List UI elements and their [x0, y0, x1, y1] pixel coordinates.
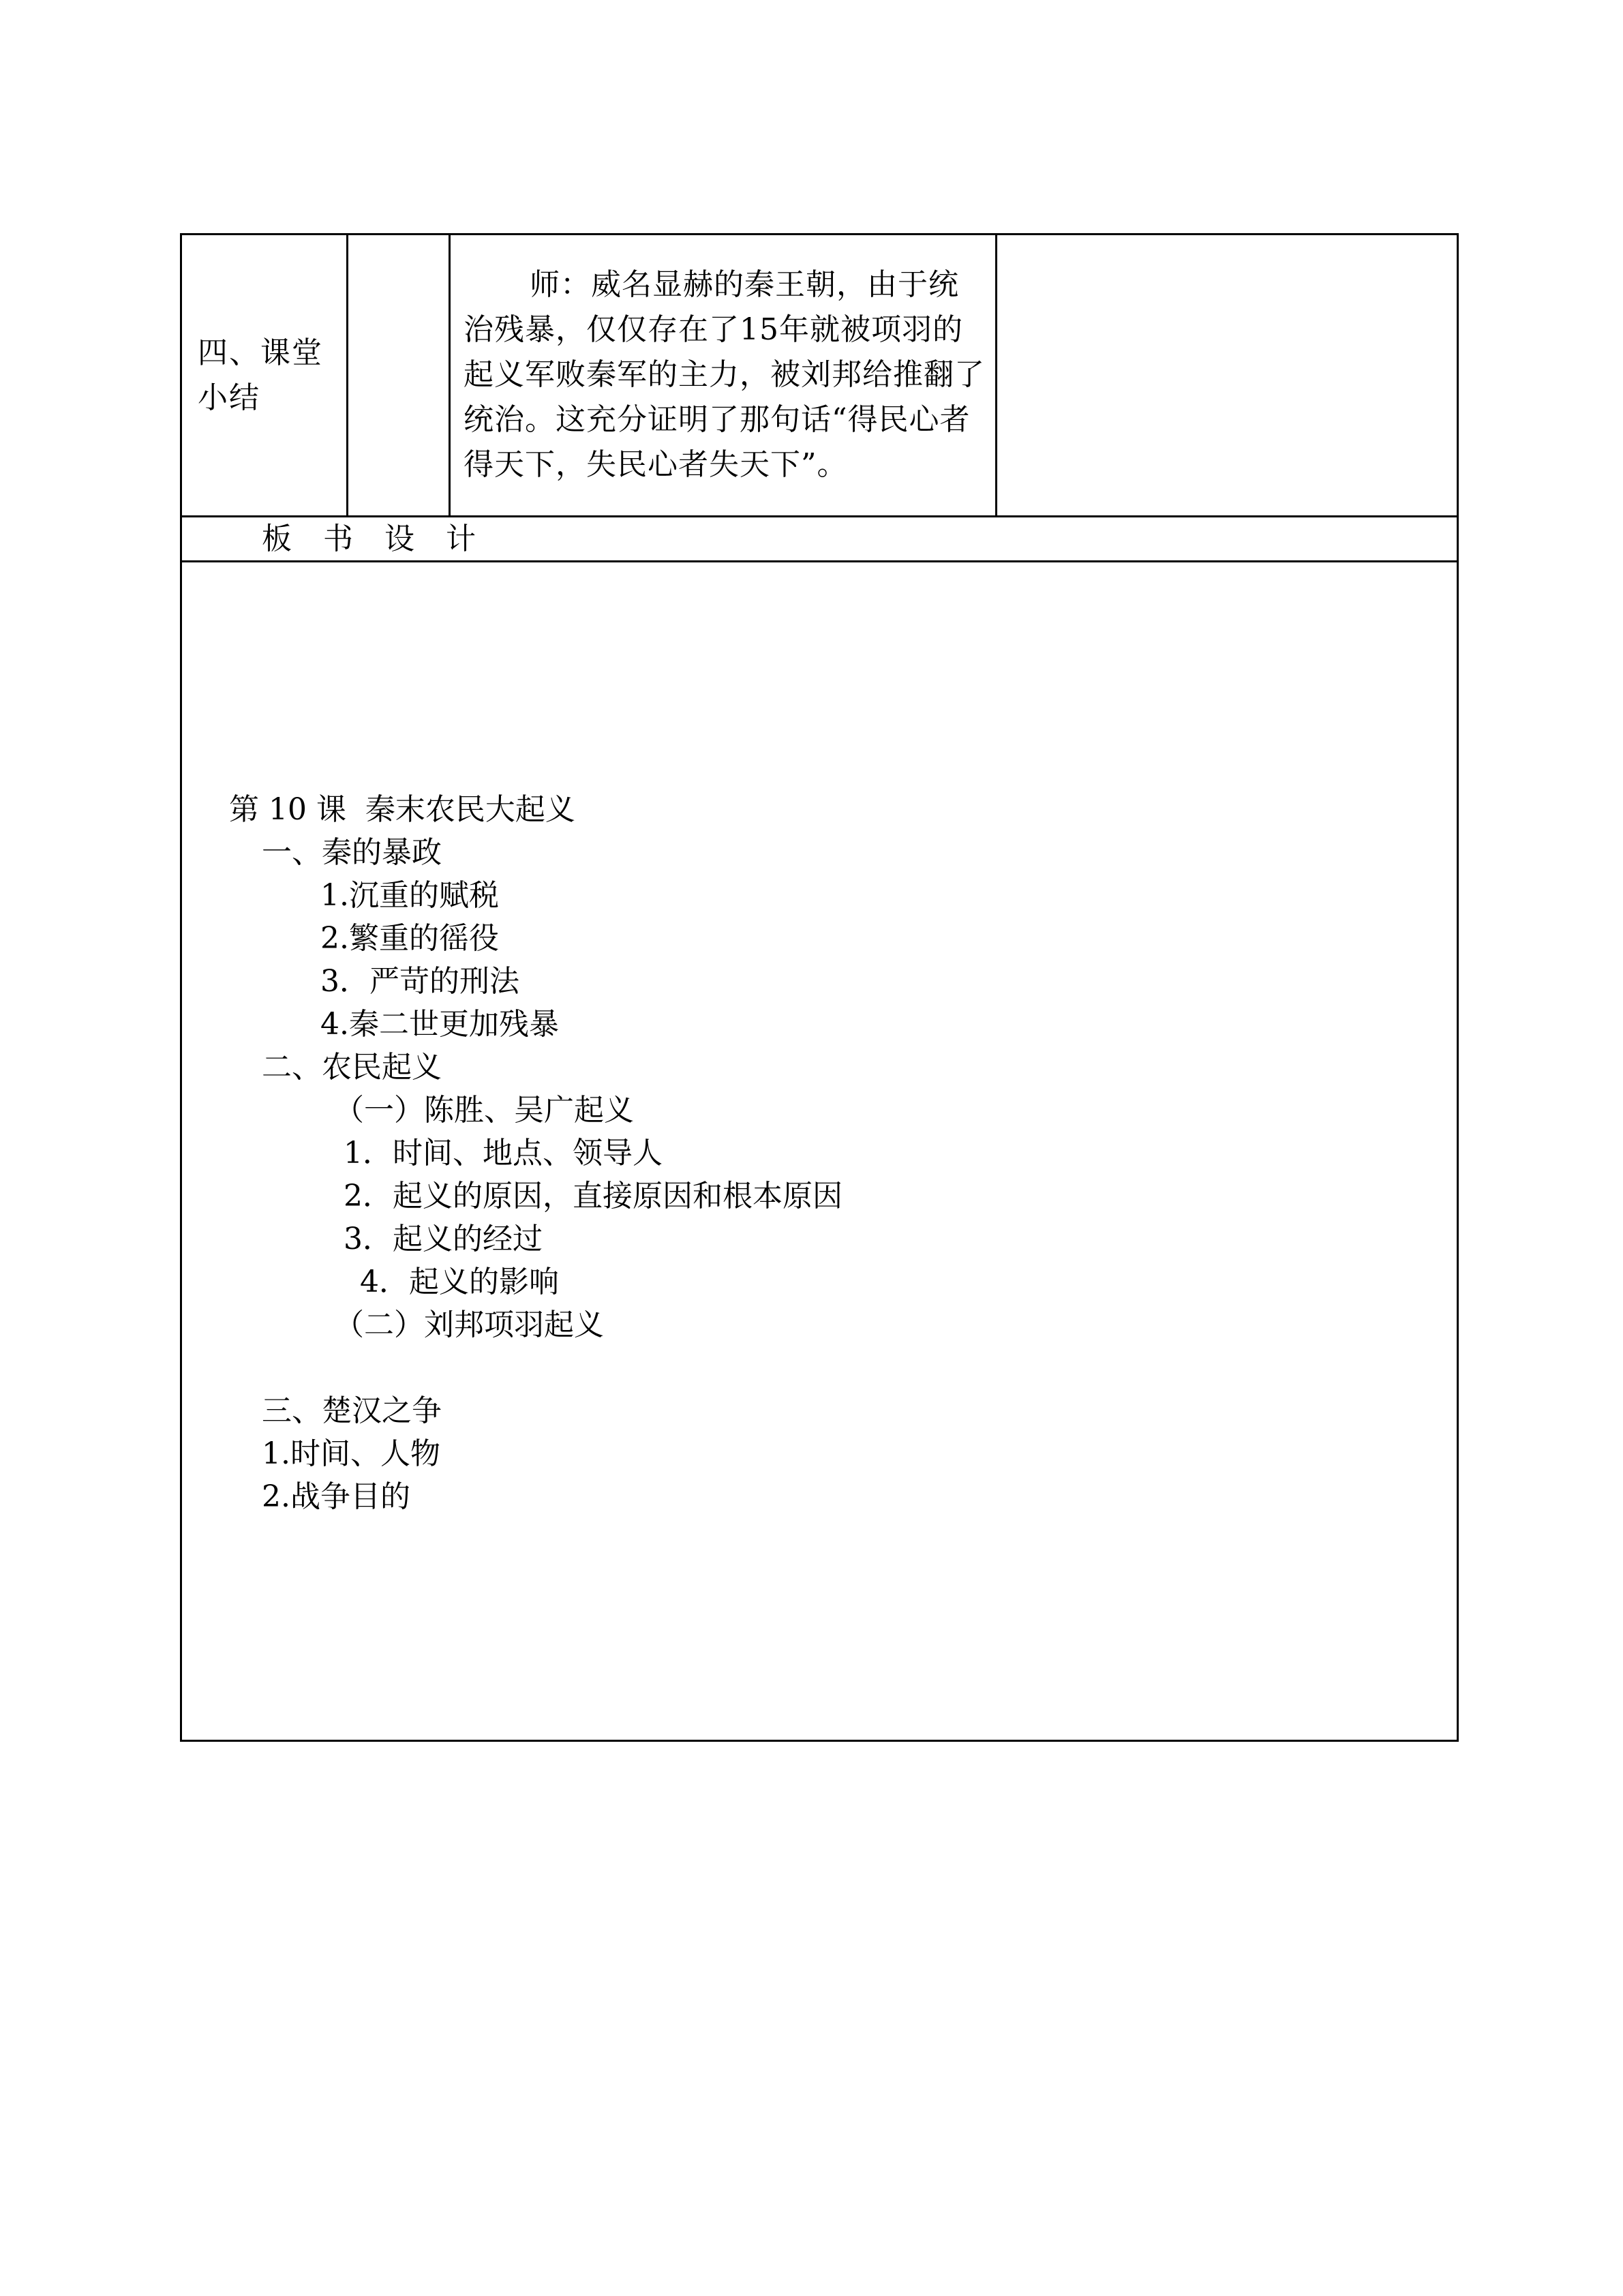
board-item: 3．严苛的刑法 — [320, 964, 519, 999]
board-item: 3．起义的经过 — [344, 1222, 543, 1256]
board-heading: 第 10 课 秦末农民大起义 — [229, 792, 575, 827]
board-title-char: 计 — [446, 522, 476, 556]
board-title-char: 书 — [323, 522, 353, 556]
col-divider-3 — [995, 233, 997, 517]
board-section: 一、秦的暴政 — [262, 835, 442, 870]
board-title-char: 设 — [384, 522, 414, 556]
col-divider-1 — [346, 233, 348, 517]
board-design-title — [262, 517, 507, 562]
board-item: 2.战争目的 — [262, 1479, 410, 1514]
summary-content: 师：威名显赫的秦王朝，由于统治残暴，仅仅存在了15年就被项羽的起义军败秦军的主力，被刘邦给推翻了统治。这充分证明了那句话“得民心者得天下，失民心者失天下”。 — [464, 267, 985, 482]
board-section: 三、楚汉之争 — [262, 1393, 442, 1428]
board-subsection: （一）陈胜、吴广起义 — [334, 1093, 634, 1128]
stage-label: 四、课堂小结 — [198, 335, 323, 415]
board-item: 1.沉重的赋税 — [320, 878, 499, 913]
board-item: 4．起义的影响 — [360, 1265, 559, 1299]
board-item: 2．起义的原因，直接原因和根本原因 — [344, 1179, 843, 1213]
board-section: 二、农民起义 — [262, 1050, 442, 1085]
col-divider-2 — [449, 233, 451, 517]
board-item: 4.秦二世更加残暴 — [320, 1007, 559, 1042]
board-item: 1．时间、地点、领导人 — [344, 1136, 663, 1170]
board-subsection: （二）刘邦项羽起义 — [334, 1308, 604, 1342]
board-item: 2.繁重的徭役 — [320, 921, 499, 956]
board-item: 1.时间、人物 — [262, 1436, 440, 1471]
board-title-char: 板 — [262, 522, 292, 556]
